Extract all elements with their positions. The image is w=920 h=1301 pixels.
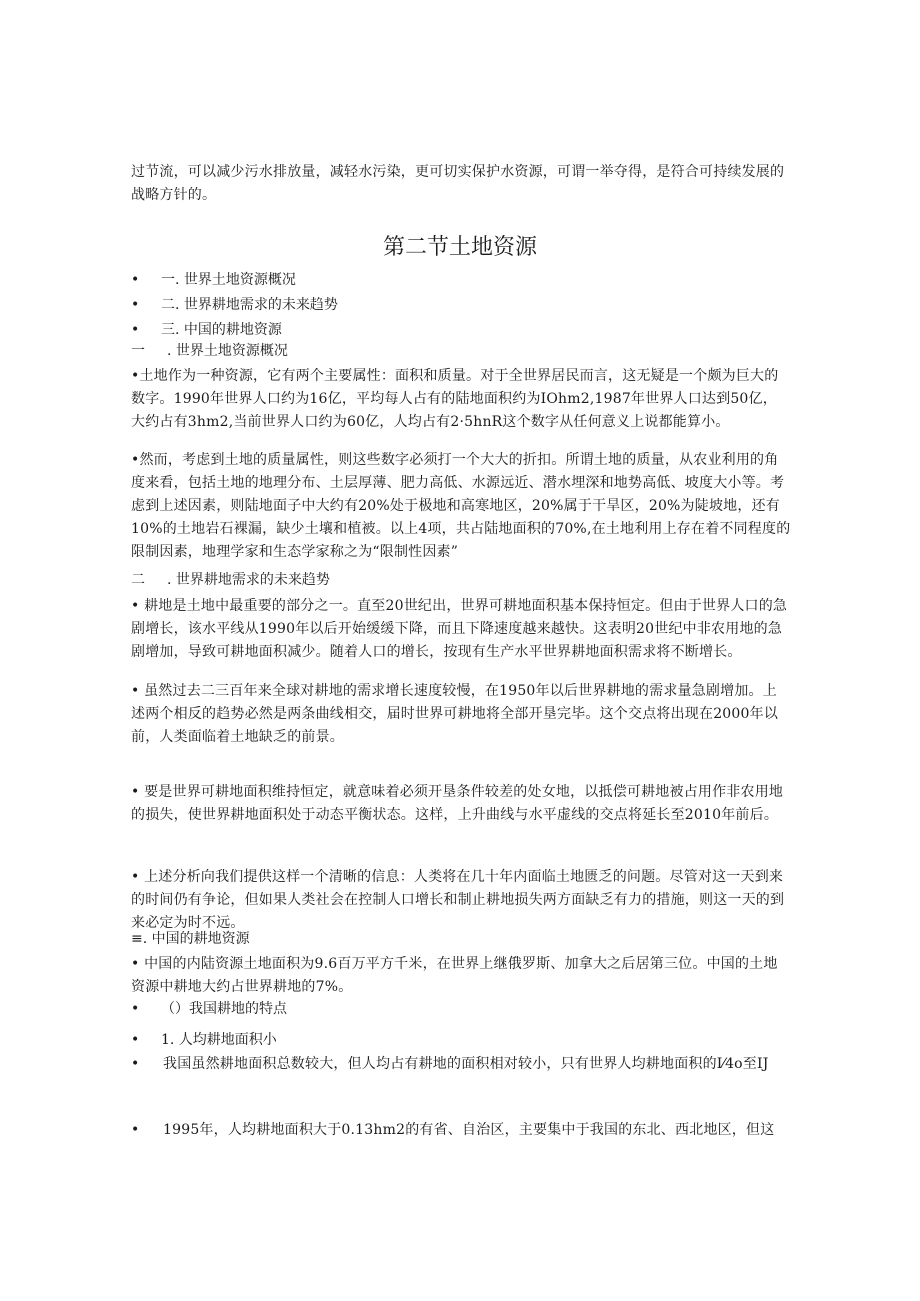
paragraph-land-attributes: •土地作为一种资源，它有两个主要属性：面积和质量。对于全世界居民而言，这无疑是一个颇为巨大的数字。1990年世界人口约为16亿，平均每人占有的陆地面积约为IOhm2,1987年世界人口达到50亿，大约占有3hm2,当前世界人口约为60亿，人均占有2·5hnR这个数字从任何意义上说都能算小。 [131,368,779,430]
paragraph-demand-growth: • 虽然过去二三百年来全球对耕地的需求增长速度较慢，在1950年以后世界耕地的需求量急剧增加。上述两个相反的趋势必然是两条曲线相交，届时世界可耕地将全部开垦完毕。这个交点将出现在2000年以前，人类面临着土地缺乏的前景。 [131,683,779,745]
heading-1: 一 . 世界土地资源概况 [131,343,288,359]
heading-3: ≡. 中国的耕地资源 [131,931,250,947]
list-item: • 1. 人均耕地面积小 [131,1029,791,1051]
intro-paragraph: 过节流，可以减少污水排放量，减轻水污染，更可切实保护水资源，可谓一举夺得，是符合可持续发展的战略方针的。 [131,164,785,203]
paragraph-china-land: • 中国的内陆资源土地面积为9.6百万平方千米，在世界上继俄罗斯、加拿大之后居第三位。中国的土地资源中耕地大约占世界耕地的7%。 [131,956,778,995]
paragraph-land-quality: •然而，考虑到土地的质量属性，则这些数字必须打一个大大的折扣。所谓土地的质量，从农业利用的角度来看，包括土地的地理分布、土层厚薄、肥力高低、水源远近、潜水埋深和地势高低、坡度大小等。考虑到上述因素，则陆地面子中大约有20%处于极地和高寒地区，20%属于干旱区，20%为陡坡地，还有10%的土地岩石裸漏，缺少土壤和植被。以上4项，共占陆地面积的70%,在土地利用上存在着不同程度的限制因素，地理学家和生态学家称之为“限制性因素” [131,452,791,560]
bullet-icon: • [131,1056,140,1072]
outline-item: • 二. 世界耕地需求的未来趋势 [131,294,791,316]
list-item: • （）我国耕地的特点 [131,998,791,1020]
section-title: 第二节土地资源 [382,235,537,260]
bullet-icon: • [131,1032,140,1048]
outline-item: • 三. 中国的耕地资源 [131,319,791,341]
bullet-icon: • [131,297,140,313]
paragraph-dynamic-balance: • 要是世界可耕地面积维持恒定，就意味着必须开垦条件较差的处女地，以抵偿可耕地被占用作非农用地的损失，使世界耕地面积处于动态平衡状态。这样，上升曲线与水平虚线的交点将延长至2010年前后。 [131,784,784,823]
heading-2: 二 . 世界耕地需求的未来趋势 [131,572,330,588]
outline-item: • 一. 世界土地资源概况 [131,269,791,291]
list-item: • 我国虽然耕地面积总数较大，但人均占有耕地的面积相对较小，只有世界人均耕地面积的I⁄4o至IJ [131,1053,791,1076]
paragraph-land-scarcity: • 上述分析向我们提供这样一个清晰的信息：人类将在几十年内面临土地匮乏的问题。尽管对这一天到来的时间仍有争论，但如果人类社会在控制人口增长和制止耕地损失两方面缺乏有力的措施，则这一天的到来必定为时不远。 [131,869,785,931]
paragraph-arable-land: • 耕地是土地中最重要的部分之一。直至20世纪出，世界可耕地面积基本保持恒定。但由于世界人口的急剧增长，该水平线从1990年以后开始缓缓下降，而且下降速度越来越快。这表明20世纪中非农用地的急剧增加，导致可耕地面积减少。随着人口的增长，按现有生产水平世界耕地面积需求将不断增长。 [131,598,788,660]
bullet-icon: • [131,272,140,288]
bullet-icon: • [131,1122,140,1138]
bullet-icon: • [131,1001,140,1017]
bullet-icon: • [131,322,140,338]
list-item: • 1995年，人均耕地面积大于0.13hm2的有省、自治区，主要集中于我国的东北、西北地区，但这 [131,1119,791,1142]
